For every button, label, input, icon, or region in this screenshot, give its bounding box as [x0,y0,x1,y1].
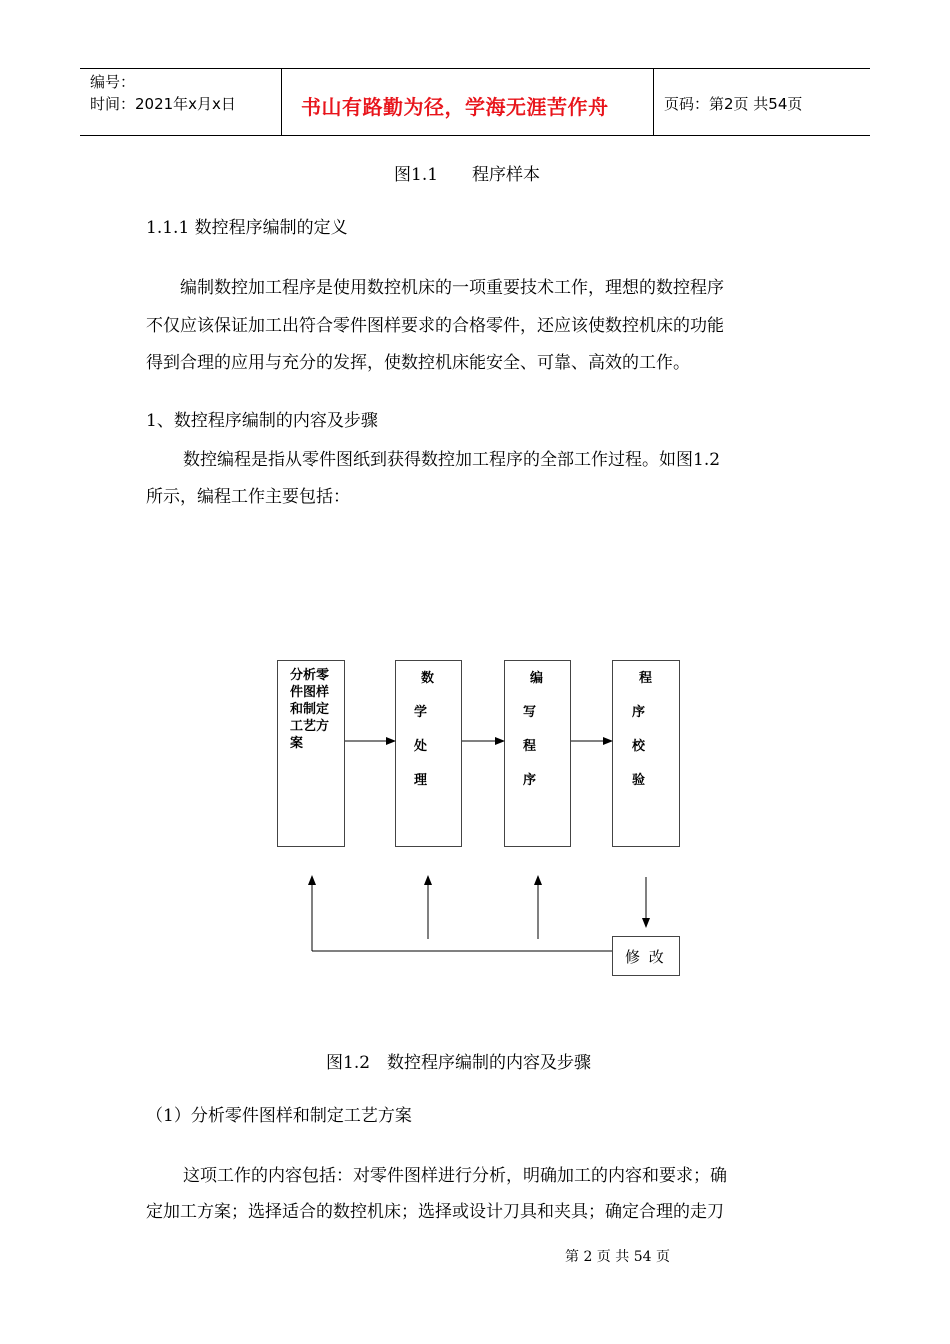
paragraph-line: 编制数控加工程序是使用数控机床的一项重要技术工作，理想的数控程序 [180,278,724,298]
header-bottom-rule [80,135,870,136]
flow-label-verify [632,664,653,800]
date-label: 时间：2021年x月x日 [90,95,236,113]
serial-number-label: 编号： [90,73,136,91]
paragraph-line: 定加工方案；选择适合的数控机床；选择或设计刀具和夹具；确定合理的走刀 [146,1202,724,1222]
page-footer: 第 2 页 共 54 页 [565,1249,670,1265]
flow-label-write [523,664,544,800]
paragraph-line: 不仅应该保证加工出符合零件图样要求的合格零件，还应该使数控机床的功能 [146,316,724,336]
figure-1-1-caption: 图1.1 程序样本 [394,165,541,185]
header-motto: 书山有路勤为径，学海无涯苦作舟 [301,95,609,119]
flow-char: 学 [414,705,428,720]
figure-1-2-caption: 图1.2 数控程序编制的内容及步骤 [326,1053,592,1073]
flow-char: 程 [523,739,537,754]
flow-char: 验 [632,773,646,788]
paragraph-line: 这项工作的内容包括：对零件图样进行分析，明确加工的内容和要求；确 [183,1166,727,1186]
header-divider-2 [653,68,654,136]
flow-char: 程 [639,671,653,686]
subheading-analyze: （1）分析零件图样和制定工艺方案 [146,1106,412,1126]
flow-char: 数 [421,671,435,686]
flow-label-analyze: 分析零件图样和制定工艺方案 [290,668,330,751]
flow-char: 编 [530,671,544,686]
flow-char: 序 [632,705,646,720]
section-heading: 1.1.1 数控程序编制的定义 [146,218,348,238]
flow-char: 理 [414,773,428,788]
subheading-content-steps: 1、数控程序编制的内容及步骤 [146,411,378,431]
header-page-info: 页码：第2页 共54页 [664,95,803,113]
header-top-rule [80,68,870,69]
flow-label-revise: 修 改 [625,948,666,966]
paragraph-line: 得到合理的应用与充分的发挥，使数控机床能安全、可靠、高效的工作。 [146,353,690,373]
header-divider-1 [281,68,282,136]
flow-char: 写 [523,705,537,720]
paragraph-line: 所示，编程工作主要包括： [146,487,350,507]
flow-char: 处 [414,739,428,754]
paragraph-line: 数控编程是指从零件图纸到获得数控加工程序的全部工作过程。如图1.2 [183,450,721,470]
flow-char: 序 [523,773,537,788]
flow-char: 校 [632,739,646,754]
flow-label-math [414,664,435,800]
